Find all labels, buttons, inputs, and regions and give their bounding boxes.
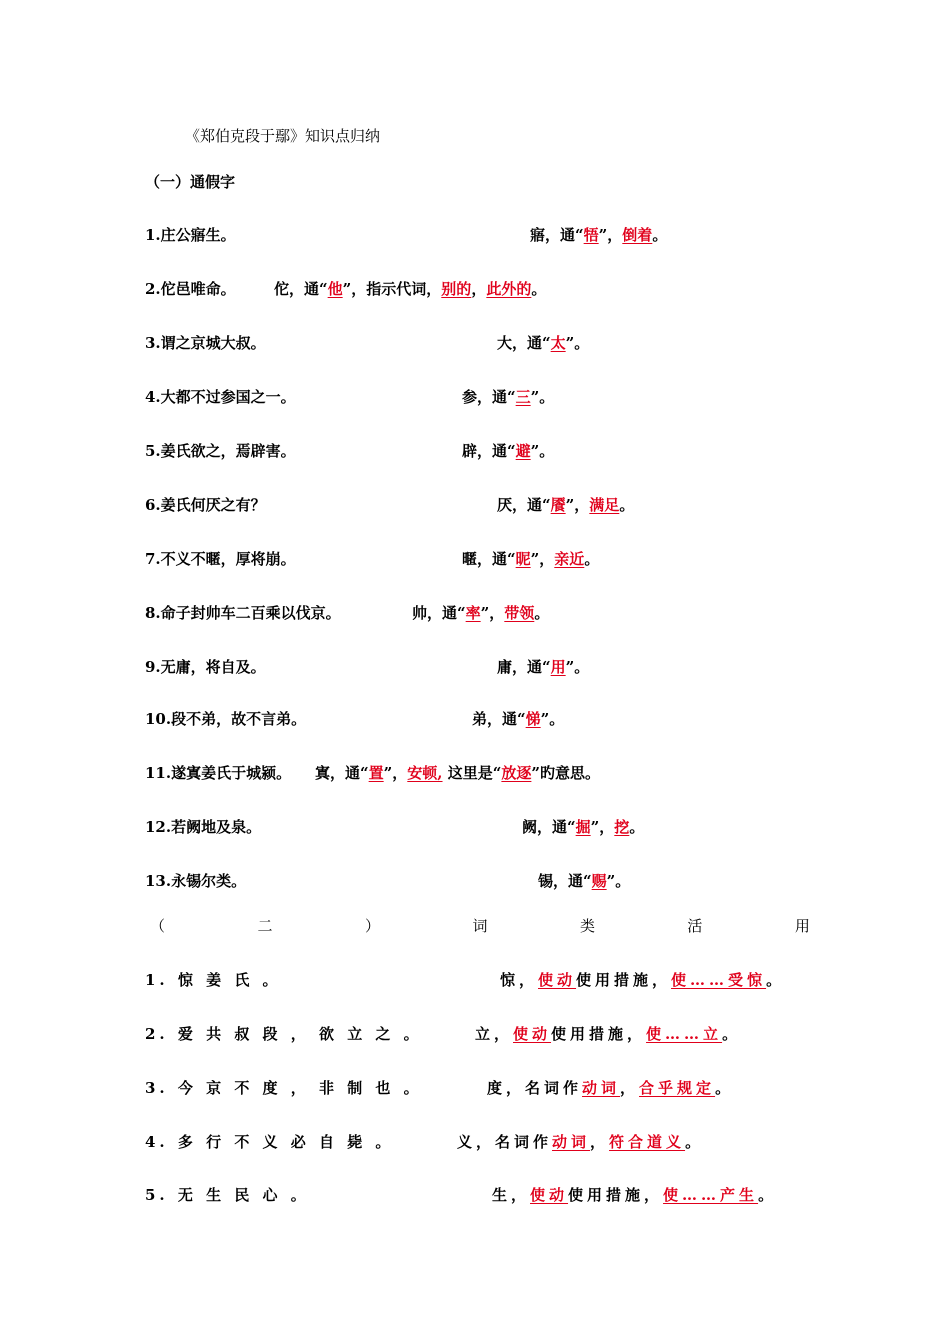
- item-question: 10.段不弟，故不言弟。: [145, 710, 307, 728]
- answer-text: 。: [584, 550, 600, 568]
- answer-highlight: 悌: [525, 710, 541, 728]
- answer-text: 庸，通“: [497, 658, 551, 676]
- answer-text: ”。: [530, 388, 555, 406]
- item-explanation: [538, 871, 630, 891]
- answer-highlight: 率: [465, 604, 481, 622]
- answer-highlight: 合乎规定: [639, 1079, 716, 1097]
- item-question: 3. 今 京 不 度 ， 非 制 也 。: [145, 1079, 423, 1097]
- answer-text: 弟，通“: [472, 710, 526, 728]
- item-question: 12.若阙地及泉。: [145, 818, 262, 836]
- item-question: 1.庄公寤生。: [145, 226, 236, 244]
- answer-text: ”旳意思。: [531, 764, 601, 782]
- item-question: 13.永锡尔类。: [145, 872, 247, 890]
- answer-highlight: 避: [515, 442, 531, 460]
- answer-text: 。: [715, 1079, 735, 1097]
- item-explanation: [274, 279, 546, 299]
- item-explanation: [462, 441, 554, 461]
- answer-highlight: 满足: [589, 496, 620, 514]
- answer-highlight: 三: [515, 388, 531, 406]
- item-question: 6.姜氏何厌之有？: [145, 496, 266, 514]
- answer-highlight: 符合道义: [609, 1133, 686, 1151]
- item-question: 5. 无 生 民 心 。: [145, 1186, 310, 1204]
- answer-text: ”，: [565, 496, 590, 514]
- answer-text: ，: [471, 280, 487, 298]
- answer-text: ”。: [606, 872, 631, 890]
- item-explanation: [457, 1132, 704, 1152]
- answer-text: 厌，通“: [497, 496, 551, 514]
- answer-text: 这里是“: [442, 764, 502, 782]
- answer-highlight: 掘: [575, 818, 591, 836]
- heading-char: 二: [257, 917, 273, 935]
- answer-text: 阙，通“: [522, 818, 576, 836]
- answer-text: 生，: [492, 1186, 531, 1204]
- item-explanation: [315, 763, 600, 783]
- item-explanation: [497, 333, 589, 353]
- item-question: 4.大都不过参国之一。: [145, 388, 296, 406]
- item-explanation: [475, 1024, 741, 1044]
- answer-text: 。: [652, 226, 668, 244]
- answer-highlight: 挖: [614, 818, 630, 836]
- answer-text: 义，名词作: [457, 1133, 553, 1151]
- answer-text: 使用措施，: [576, 971, 672, 989]
- item-explanation: [522, 817, 644, 837]
- answer-highlight: 使……产生: [663, 1186, 759, 1204]
- item-question: 8.命子封帅车二百乘以伐京。: [145, 604, 341, 622]
- answer-highlight: 使动: [513, 1025, 552, 1043]
- item-question: 9.无庸，将自及。: [145, 658, 266, 676]
- heading-char: 活: [687, 917, 703, 935]
- answer-text: 立，: [475, 1025, 514, 1043]
- answer-highlight: 牾: [583, 226, 599, 244]
- answer-text: 暱，通“: [462, 550, 516, 568]
- heading-char: ）: [364, 917, 380, 935]
- answer-text: ”。: [565, 658, 590, 676]
- answer-highlight: 安顿,: [407, 764, 443, 782]
- item-question: 11.遂寘姜氏于城颍。: [145, 764, 292, 782]
- answer-text: ”。: [540, 710, 565, 728]
- heading-char: 类: [579, 917, 595, 935]
- answer-text: ，: [620, 1079, 640, 1097]
- answer-text: ”，: [480, 604, 505, 622]
- answer-text: ，: [590, 1133, 610, 1151]
- answer-text: 锡，通“: [538, 872, 592, 890]
- answer-highlight: 放逐: [501, 764, 532, 782]
- answer-text: 。: [766, 971, 786, 989]
- answer-text: 大，通“: [497, 334, 551, 352]
- answer-text: 。: [619, 496, 635, 514]
- answer-highlight: 带领: [504, 604, 535, 622]
- answer-text: 佗，通“: [274, 280, 328, 298]
- item-question: 2.佗邑唯命。: [145, 280, 236, 298]
- answer-text: 惊，: [500, 971, 539, 989]
- answer-text: 。: [629, 818, 645, 836]
- answer-text: ”。: [530, 442, 555, 460]
- answer-text: 。: [531, 280, 547, 298]
- heading-char: 用: [794, 917, 810, 935]
- answer-text: 。: [685, 1133, 705, 1151]
- item-question: 5.姜氏欲之，焉辟害。: [145, 442, 296, 460]
- answer-text: 使用措施，: [568, 1186, 664, 1204]
- answer-highlight: 动词: [582, 1079, 621, 1097]
- answer-text: 寤，通“: [530, 226, 584, 244]
- answer-highlight: 使动: [530, 1186, 569, 1204]
- answer-text: ”，指示代词，: [342, 280, 442, 298]
- answer-text: ”，: [383, 764, 408, 782]
- answer-text: 度，名词作: [487, 1079, 583, 1097]
- answer-text: 。: [758, 1186, 778, 1204]
- section-heading-tongjiazi: （一）通假字: [145, 173, 236, 191]
- item-explanation: [487, 1078, 734, 1098]
- item-explanation: [492, 1185, 777, 1205]
- answer-highlight: 使……立: [646, 1025, 723, 1043]
- answer-highlight: 太: [550, 334, 566, 352]
- item-question: 3.谓之京城大叔。: [145, 334, 266, 352]
- item-explanation: [497, 657, 589, 677]
- answer-text: 辟，通“: [462, 442, 516, 460]
- page-title: 《郑伯克段于鄢》知识点归纳: [185, 127, 381, 145]
- heading-char: 词: [472, 917, 488, 935]
- answer-highlight: 昵: [515, 550, 531, 568]
- item-question: 2. 爱 共 叔 段 ， 欲 立 之 。: [145, 1025, 423, 1043]
- item-explanation: [462, 387, 554, 407]
- answer-highlight: 餍: [550, 496, 566, 514]
- answer-highlight: 赐: [591, 872, 607, 890]
- section-heading-cileihuoyong: [150, 916, 810, 936]
- answer-text: 。: [722, 1025, 742, 1043]
- answer-highlight: 使……受惊: [671, 971, 767, 989]
- item-question: 4. 多 行 不 义 必 自 毙 。: [145, 1133, 395, 1151]
- answer-highlight: 亲近: [554, 550, 585, 568]
- answer-text: 帅，通“: [412, 604, 466, 622]
- answer-text: ”，: [598, 226, 623, 244]
- answer-text: 。: [534, 604, 550, 622]
- answer-text: ”，: [530, 550, 555, 568]
- answer-highlight: 他: [327, 280, 343, 298]
- item-explanation: [500, 970, 785, 990]
- item-question: 7.不义不暱，厚将崩。: [145, 550, 296, 568]
- item-explanation: [462, 549, 599, 569]
- heading-char: （: [150, 917, 166, 935]
- answer-text: ”，: [590, 818, 615, 836]
- item-explanation: [497, 495, 634, 515]
- item-explanation: [472, 709, 564, 729]
- answer-highlight: 用: [550, 658, 566, 676]
- answer-text: 参，通“: [462, 388, 516, 406]
- item-explanation: [530, 225, 667, 245]
- answer-highlight: 此外的: [486, 280, 532, 298]
- item-question: 1. 惊 姜 氏 。: [145, 971, 282, 989]
- answer-highlight: 使动: [538, 971, 577, 989]
- item-explanation: [412, 603, 549, 623]
- answer-text: ”。: [565, 334, 590, 352]
- answer-text: 寘，通“: [315, 764, 369, 782]
- answer-highlight: 置: [368, 764, 384, 782]
- answer-highlight: 动词: [552, 1133, 591, 1151]
- answer-highlight: 别的: [441, 280, 472, 298]
- answer-text: 使用措施，: [551, 1025, 647, 1043]
- answer-highlight: 倒着: [622, 226, 653, 244]
